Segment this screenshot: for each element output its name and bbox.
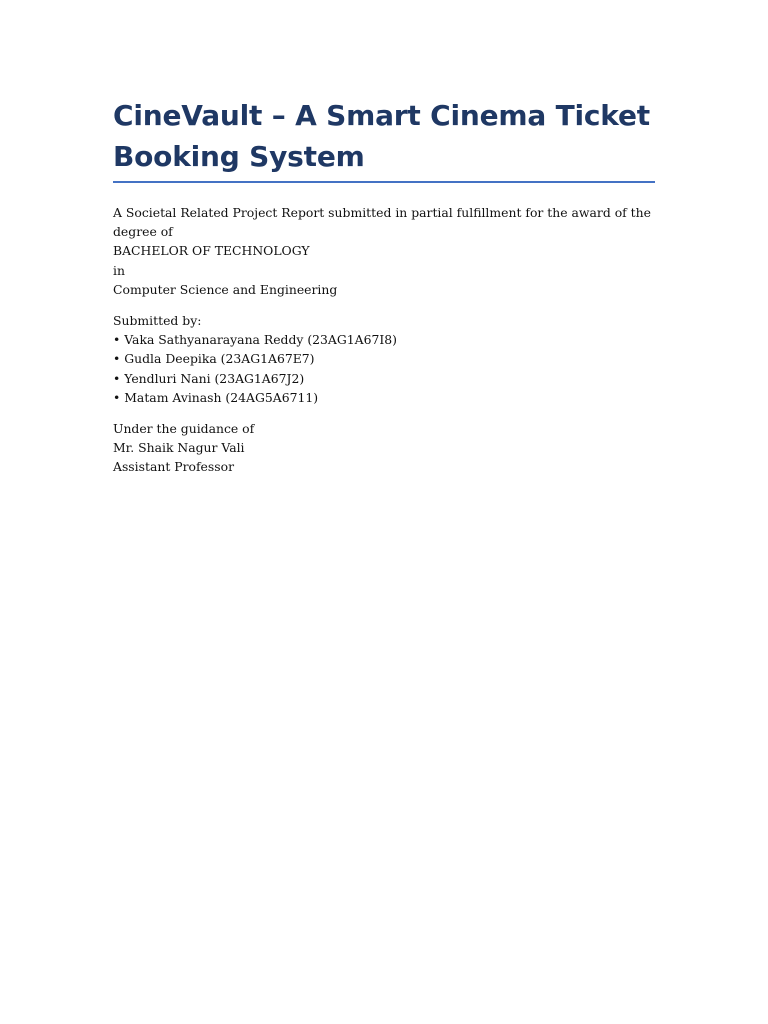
intro-description: A Societal Related Project Report submitted in partial fulfillment for the award of the degree of xyxy=(113,205,651,240)
student-list-item: • Yendluri Nani (23AG1A67J2) xyxy=(113,370,305,386)
intro-section xyxy=(113,203,655,299)
title-underline xyxy=(113,181,655,183)
student-list-item: • Gudla Deepika (23AG1A67E7) xyxy=(113,351,315,367)
document-title: CineVault – A Smart Cinema Ticket Booking System xyxy=(113,99,650,173)
student-list-item: • Vaka Sathyanarayana Reddy (23AG1A67I8) xyxy=(113,332,397,348)
guidance-heading: Under the guidance of xyxy=(113,421,255,437)
degree-name: BACHELOR OF TECHNOLOGY xyxy=(113,243,310,259)
degree-connector: in xyxy=(113,262,125,278)
guide-title: Assistant Professor xyxy=(113,459,234,475)
page-content xyxy=(113,95,655,477)
submitted-section xyxy=(113,311,655,407)
student-list-item: • Matam Avinash (24AG5A6711) xyxy=(113,389,319,405)
submitted-heading: Submitted by: xyxy=(113,313,202,329)
branch-name: Computer Science and Engineering xyxy=(113,281,338,297)
guidance-section xyxy=(113,419,655,477)
guide-name: Mr. Shaik Nagur Vali xyxy=(113,440,245,456)
